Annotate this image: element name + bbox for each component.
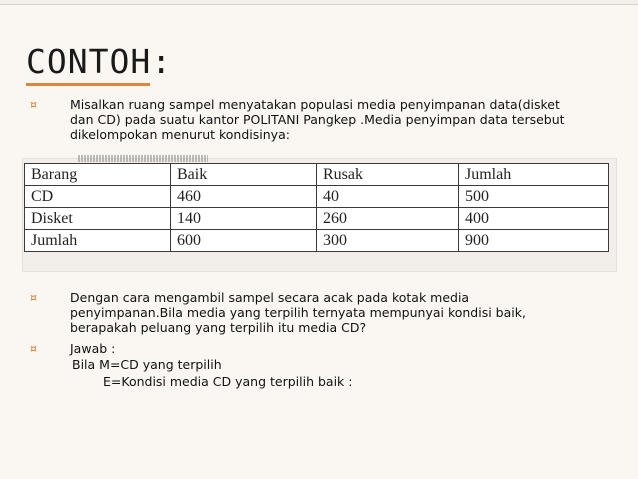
question-line-1: Dengan cara mengambil sampel secara acak pada kotak media <box>70 290 470 305</box>
bullet-icon: ¤ <box>30 98 37 111</box>
table-header-row <box>25 164 609 186</box>
table-cell: 460 <box>171 186 317 208</box>
table-row <box>25 208 609 230</box>
answer-heading: Jawab : <box>70 341 116 356</box>
intro-line-2: dan CD) pada suatu kantor POLITANI Pangkep .Media penyimpan data tersebut <box>70 112 565 127</box>
header-cell: Barang <box>25 164 171 186</box>
header-cell: Baik <box>171 164 317 186</box>
table-row <box>25 186 609 208</box>
header-cell: Jumlah <box>459 164 609 186</box>
table-cell: CD <box>25 186 171 208</box>
bullet-icon: ¤ <box>30 342 37 355</box>
condition-table <box>24 163 609 252</box>
header-cell: Rusak <box>317 164 459 186</box>
answer-line-1: Bila M=CD yang terpilih <box>72 357 222 372</box>
slide-title: CONTOH: <box>26 42 173 81</box>
answer-line-2: E=Kondisi media CD yang terpilih baik : <box>103 374 353 389</box>
table-cell: 40 <box>317 186 459 208</box>
bullet-icon: ¤ <box>30 291 37 304</box>
table-cell: Disket <box>25 208 171 230</box>
intro-paragraph <box>70 97 565 142</box>
table-cell: 140 <box>171 208 317 230</box>
intro-line-1: Misalkan ruang sampel menyatakan populasi media penyimpanan data(disket <box>70 97 560 112</box>
question-line-3: berapakah peluang yang terpilih itu media CD? <box>70 320 367 335</box>
question-line-2: penyimpanan.Bila media yang terpilih ternyata mempunyai kondisi baik, <box>70 305 526 320</box>
table-cell: Jumlah <box>25 230 171 252</box>
question-paragraph <box>70 290 526 335</box>
table-cell: 300 <box>317 230 459 252</box>
slide-top-border <box>0 0 638 5</box>
table-cell: 600 <box>171 230 317 252</box>
title-underline <box>26 83 150 86</box>
table-faint-caption <box>78 155 208 162</box>
table-row <box>25 230 609 252</box>
intro-line-3: dikelompokan menurut kondisinya: <box>70 127 290 142</box>
table-cell: 260 <box>317 208 459 230</box>
table-cell: 900 <box>459 230 609 252</box>
table-cell: 500 <box>459 186 609 208</box>
table-cell: 400 <box>459 208 609 230</box>
